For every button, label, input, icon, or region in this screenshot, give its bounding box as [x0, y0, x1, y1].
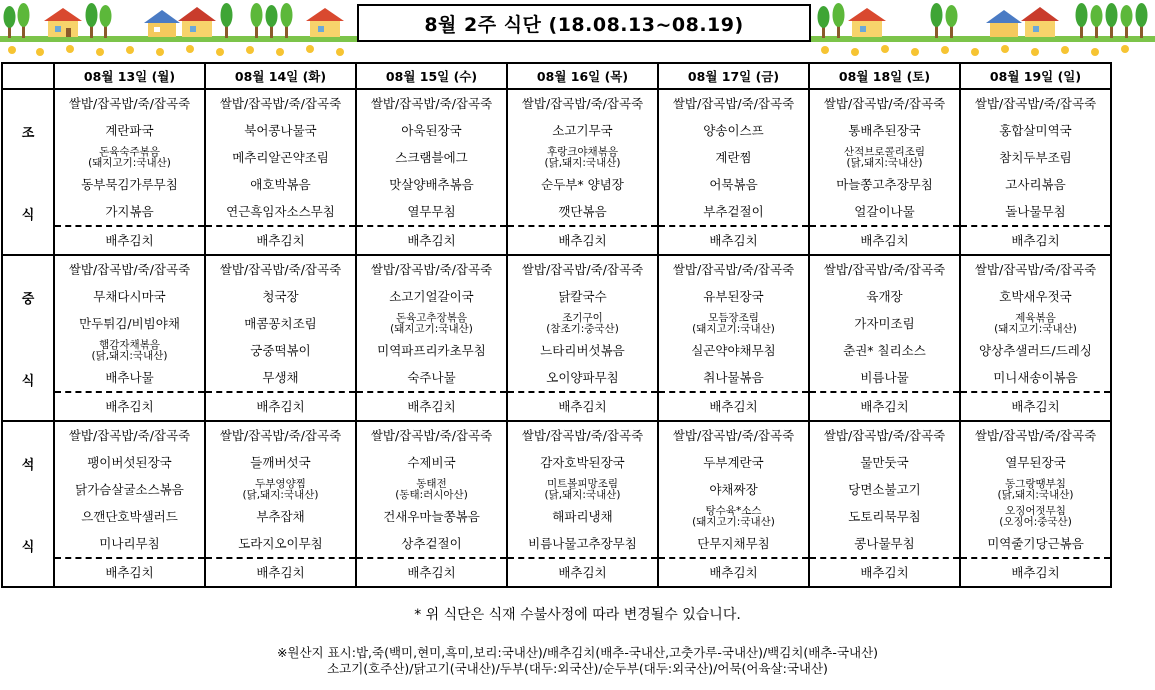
- day-header: 08월 15일 (수): [356, 63, 507, 89]
- menu-cell: 쌀밥/잡곡밥/죽/잡곡죽: [809, 421, 960, 449]
- menu-cell: 닭가슴살굴소스볶음: [54, 476, 205, 503]
- menu-cell: 북어콩나물국: [205, 117, 356, 144]
- menu-cell: 배추김치: [54, 226, 205, 255]
- menu-cell: 가지볶음: [54, 198, 205, 226]
- menu-cell: 아욱된장국: [356, 117, 507, 144]
- menu-row: [2, 310, 1111, 337]
- menu-row: [2, 198, 1111, 226]
- menu-cell: 쌀밥/잡곡밥/죽/잡곡죽: [205, 421, 356, 449]
- meal-label: [2, 255, 54, 421]
- menu-cell: 배추김치: [658, 558, 809, 587]
- weekly-menu-table: [1, 62, 1112, 588]
- menu-cell: 부추잡채: [205, 503, 356, 530]
- menu-cell: 쌀밥/잡곡밥/죽/잡곡죽: [658, 255, 809, 283]
- menu-cell: 배추김치: [960, 558, 1111, 587]
- origin-line: 소고기(호주산)/닭고기(국내산)/두부(대두:외국산)/순두부(대두:외국산)/어묵(어육살:국내산): [327, 661, 828, 676]
- menu-cell: 쌀밥/잡곡밥/죽/잡곡죽: [54, 255, 205, 283]
- tree-icon: [4, 6, 16, 38]
- menu-cell: 해파리냉채: [507, 503, 658, 530]
- menu-cell: 계란파국: [54, 117, 205, 144]
- menu-cell: 고사리볶음: [960, 171, 1111, 198]
- menu-cell: 만두튀김/비빔야채: [54, 310, 205, 337]
- menu-cell: 동태전 (동태:러시아산): [356, 476, 507, 503]
- menu-cell: 무채다시마국: [54, 283, 205, 310]
- house-icon: [986, 10, 1022, 37]
- menu-cell: 얼갈이나물: [809, 198, 960, 226]
- menu-cell: 쌀밥/잡곡밥/죽/잡곡죽: [960, 421, 1111, 449]
- menu-cell: 호박새우젓국: [960, 283, 1111, 310]
- menu-cell: 쌀밥/잡곡밥/죽/잡곡죽: [658, 421, 809, 449]
- tree-icon: [1076, 3, 1088, 38]
- menu-cell: 콩나물무침: [809, 530, 960, 558]
- day-header: 08월 16일 (목): [507, 63, 658, 89]
- menu-cell: 취나물볶음: [658, 364, 809, 392]
- meal-label-top: 석: [21, 457, 35, 473]
- menu-cell: 배추김치: [356, 226, 507, 255]
- menu-cell: 모듬장조림 (돼지고기:국내산): [658, 310, 809, 337]
- menu-cell: 쌀밥/잡곡밥/죽/잡곡죽: [205, 89, 356, 117]
- menu-cell: 미니새송이볶음: [960, 364, 1111, 392]
- menu-row: [2, 171, 1111, 198]
- menu-cell: 배추김치: [809, 226, 960, 255]
- day-header-row: [2, 63, 1111, 89]
- menu-cell: 탕수육*소스 (돼지고기:국내산): [658, 503, 809, 530]
- menu-row: [2, 337, 1111, 364]
- menu-cell: 미역파프리카초무침: [356, 337, 507, 364]
- menu-cell: 돌나물무침: [960, 198, 1111, 226]
- menu-cell: 쌀밥/잡곡밥/죽/잡곡죽: [356, 421, 507, 449]
- menu-cell: 동부묵김가루무침: [54, 171, 205, 198]
- menu-cell: 상추겉절이: [356, 530, 507, 558]
- menu-cell: 배추김치: [356, 392, 507, 421]
- menu-cell: 깻단볶음: [507, 198, 658, 226]
- menu-cell: 통배추된장국: [809, 117, 960, 144]
- menu-cell: 쌀밥/잡곡밥/죽/잡곡죽: [960, 89, 1111, 117]
- menu-body: [2, 89, 1111, 587]
- menu-cell: 미나리무침: [54, 530, 205, 558]
- menu-cell: 마늘쫑고추장무침: [809, 171, 960, 198]
- house-icon: [848, 8, 886, 37]
- meal-label-bottom: 식: [21, 207, 35, 223]
- menu-cell: 메추리알곤약조림: [205, 144, 356, 171]
- day-header: 08월 18일 (토): [809, 63, 960, 89]
- tree-icon: [931, 3, 943, 38]
- menu-cell: 쌀밥/잡곡밥/죽/잡곡죽: [507, 89, 658, 117]
- tree-icon: [1091, 5, 1103, 38]
- menu-cell: 쌀밥/잡곡밥/죽/잡곡죽: [960, 255, 1111, 283]
- meal-label-top: 중: [21, 291, 35, 307]
- tree-icon: [266, 5, 278, 38]
- menu-row: [2, 392, 1111, 421]
- menu-cell: 배추김치: [809, 392, 960, 421]
- menu-cell: 야채짜장: [658, 476, 809, 503]
- house-icon: [44, 8, 82, 37]
- menu-cell: 쌀밥/잡곡밥/죽/잡곡죽: [205, 255, 356, 283]
- menu-cell: 배추나물: [54, 364, 205, 392]
- menu-row: [2, 530, 1111, 558]
- menu-cell: 배추김치: [205, 392, 356, 421]
- menu-cell: 매콤꽁치조림: [205, 310, 356, 337]
- origin-line: ※원산지 표시:밥,죽(백미,현미,흑미,보리:국내산)/배추김치(배추-국내산,고춧가루-국내산)/백김치(배추-국내산): [276, 645, 879, 660]
- menu-cell: 도토리묵무침: [809, 503, 960, 530]
- menu-row: [2, 503, 1111, 530]
- meal-label: [2, 421, 54, 587]
- menu-cell: 배추김치: [658, 226, 809, 255]
- menu-cell: 느타리버섯볶음: [507, 337, 658, 364]
- menu-cell: 돈육숙주볶음 (돼지고기:국내산): [54, 144, 205, 171]
- flower-row-icon: [821, 45, 1129, 56]
- menu-cell: 양송이스프: [658, 117, 809, 144]
- menu-cell: 쌀밥/잡곡밥/죽/잡곡죽: [54, 421, 205, 449]
- tree-icon: [221, 3, 233, 38]
- menu-cell: 소고기무국: [507, 117, 658, 144]
- menu-row: [2, 421, 1111, 449]
- menu-cell: 돈육고추장볶음 (돼지고기:국내산): [356, 310, 507, 337]
- tree-icon: [86, 3, 98, 38]
- menu-cell: 쌀밥/잡곡밥/죽/잡곡죽: [356, 89, 507, 117]
- menu-row: [2, 364, 1111, 392]
- menu-cell: 양상추샐러드/드레싱: [960, 337, 1111, 364]
- menu-cell: 도라지오이무침: [205, 530, 356, 558]
- day-header: 08월 14일 (화): [205, 63, 356, 89]
- flower-row-icon: [8, 45, 344, 56]
- menu-cell: 맛살양배추볶음: [356, 171, 507, 198]
- menu-cell: 후랑크야채볶음 (닭,돼지:국내산): [507, 144, 658, 171]
- menu-cell: 들깨버섯국: [205, 449, 356, 476]
- menu-cell: 미역줄기당근볶음: [960, 530, 1111, 558]
- menu-row: [2, 144, 1111, 171]
- menu-row: [2, 226, 1111, 255]
- left-scenery: [0, 3, 357, 56]
- house-icon: [144, 10, 180, 37]
- menu-cell: 배추김치: [507, 558, 658, 587]
- menu-cell: 배추김치: [658, 392, 809, 421]
- corner-cell: [2, 63, 54, 89]
- menu-cell: 동그랑땡부침 (닭,돼지:국내산): [960, 476, 1111, 503]
- day-header: 08월 19일 (일): [960, 63, 1111, 89]
- menu-cell: 배추김치: [54, 392, 205, 421]
- day-header: 08월 17일 (금): [658, 63, 809, 89]
- tree-icon: [1106, 3, 1118, 38]
- menu-cell: 건새우마늘쫑볶음: [356, 503, 507, 530]
- menu-cell: 제육볶음 (돼지고기:국내산): [960, 310, 1111, 337]
- menu-cell: 쌀밥/잡곡밥/죽/잡곡죽: [809, 89, 960, 117]
- menu-cell: 감자호박된장국: [507, 449, 658, 476]
- menu-cell: 숙주나물: [356, 364, 507, 392]
- menu-cell: 열무된장국: [960, 449, 1111, 476]
- meal-label-bottom: 식: [21, 539, 35, 555]
- tree-icon: [100, 5, 112, 38]
- menu-cell: 실곤약야채무침: [658, 337, 809, 364]
- menu-cell: 팽이버섯된장국: [54, 449, 205, 476]
- menu-row: [2, 89, 1111, 117]
- menu-cell: 배추김치: [960, 226, 1111, 255]
- menu-cell: 비름나물: [809, 364, 960, 392]
- menu-row: [2, 558, 1111, 587]
- tree-icon: [281, 3, 293, 38]
- menu-cell: 당면소불고기: [809, 476, 960, 503]
- menu-cell: 미트볼피망조림 (닭,돼지:국내산): [507, 476, 658, 503]
- menu-cell: 무생채: [205, 364, 356, 392]
- menu-row: [2, 255, 1111, 283]
- menu-cell: 가자미조림: [809, 310, 960, 337]
- tree-icon: [818, 6, 830, 38]
- menu-cell: 두부계란국: [658, 449, 809, 476]
- menu-row: [2, 283, 1111, 310]
- menu-cell: 청국장: [205, 283, 356, 310]
- menu-cell: 육개장: [809, 283, 960, 310]
- menu-cell: 어묵볶음: [658, 171, 809, 198]
- menu-cell: 배추김치: [507, 226, 658, 255]
- menu-cell: 비름나물고추장무침: [507, 530, 658, 558]
- menu-cell: 배추김치: [507, 392, 658, 421]
- tree-icon: [833, 3, 845, 38]
- menu-cell: 유부된장국: [658, 283, 809, 310]
- menu-cell: 쌀밥/잡곡밥/죽/잡곡죽: [356, 255, 507, 283]
- tree-icon: [251, 3, 263, 38]
- menu-cell: 참치두부조림: [960, 144, 1111, 171]
- menu-row: [2, 476, 1111, 503]
- tree-icon: [18, 3, 30, 38]
- menu-cell: 춘권* 칠리소스: [809, 337, 960, 364]
- menu-cell: 배추김치: [356, 558, 507, 587]
- tree-icon: [1136, 3, 1148, 38]
- house-icon: [178, 7, 216, 37]
- menu-cell: 배추김치: [809, 558, 960, 587]
- menu-cell: 닭칼국수: [507, 283, 658, 310]
- menu-cell: 애호박볶음: [205, 171, 356, 198]
- menu-cell: 계란찜: [658, 144, 809, 171]
- meal-label: [2, 89, 54, 255]
- house-icon: [1021, 7, 1059, 37]
- menu-cell: 연근흑임자소스무침: [205, 198, 356, 226]
- tree-icon: [946, 5, 958, 38]
- menu-row: [2, 117, 1111, 144]
- house-icon: [306, 8, 344, 37]
- menu-cell: 스크램블에그: [356, 144, 507, 171]
- menu-cell: 수제비국: [356, 449, 507, 476]
- page-title: 8월 2주 식단 (18.08.13~08.19): [357, 4, 811, 42]
- meal-label-bottom: 식: [21, 373, 35, 389]
- menu-cell: 오징어젓무침 (오징어:중국산): [960, 503, 1111, 530]
- meal-label-top: 조: [21, 125, 35, 141]
- menu-cell: 홍합살미역국: [960, 117, 1111, 144]
- origin-notice: [0, 645, 1155, 677]
- menu-row: [2, 449, 1111, 476]
- menu-cell: 으깬단호박샐러드: [54, 503, 205, 530]
- menu-cell: 쌀밥/잡곡밥/죽/잡곡죽: [507, 255, 658, 283]
- menu-cell: 조기구이 (참조기:중국산): [507, 310, 658, 337]
- day-header: 08월 13일 (월): [54, 63, 205, 89]
- menu-cell: 산적브로콜리조림 (닭,돼지:국내산): [809, 144, 960, 171]
- menu-cell: 오이양파무침: [507, 364, 658, 392]
- menu-cell: 두부영양찜 (닭,돼지:국내산): [205, 476, 356, 503]
- menu-cell: 배추김치: [960, 392, 1111, 421]
- menu-cell: 배추김치: [54, 558, 205, 587]
- menu-cell: 쌀밥/잡곡밥/죽/잡곡죽: [54, 89, 205, 117]
- tree-icon: [1121, 5, 1133, 38]
- menu-cell: 햄감자채볶음 (닭,돼지:국내산): [54, 337, 205, 364]
- menu-cell: 열무무침: [356, 198, 507, 226]
- menu-cell: 순두부* 양념장: [507, 171, 658, 198]
- right-scenery: [810, 3, 1155, 56]
- menu-cell: 물만둣국: [809, 449, 960, 476]
- menu-cell: 쌀밥/잡곡밥/죽/잡곡죽: [809, 255, 960, 283]
- menu-cell: 배추김치: [205, 226, 356, 255]
- change-notice: * 위 식단은 식재 수불사정에 따라 변경될수 있습니다.: [414, 607, 741, 623]
- menu-cell: 쌀밥/잡곡밥/죽/잡곡죽: [658, 89, 809, 117]
- menu-cell: 배추김치: [205, 558, 356, 587]
- menu-cell: 부추겉절이: [658, 198, 809, 226]
- menu-cell: 소고기얼갈이국: [356, 283, 507, 310]
- menu-cell: 단무지채무침: [658, 530, 809, 558]
- menu-cell: 궁중떡볶이: [205, 337, 356, 364]
- menu-cell: 쌀밥/잡곡밥/죽/잡곡죽: [507, 421, 658, 449]
